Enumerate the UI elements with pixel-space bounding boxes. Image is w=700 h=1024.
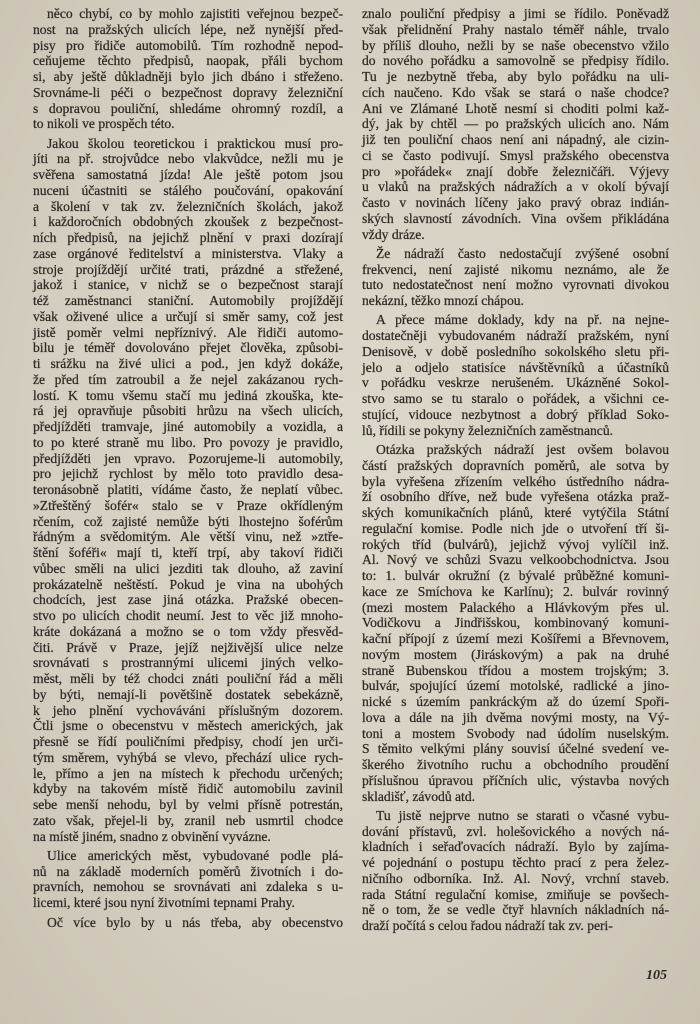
text-line: stující, vidouce nezbytnost a dobrý příklad Soko-: [362, 406, 669, 422]
text-line: ních předpisů, na jejichž plnění v praxi dozírají: [33, 230, 343, 246]
text-line: i každoročních obdobných zkoušek z bezpečnost-: [33, 214, 343, 230]
text-line: předjížděti jen vpravo. Pozorujeme-li automobily,: [33, 450, 343, 466]
text-line: že před tím zatroubil a že nejel zakázanou rych-: [33, 371, 343, 387]
text-line: draží počítá s celou řadou nádraží tak zv. peri-: [362, 918, 613, 934]
text-line: řádným a svědomitým. Ale větší vinu, než »ztře-: [33, 529, 343, 545]
text-line: dý, jak by chtěl — po pražských ulicích ano. Nám: [362, 116, 669, 132]
paragraph: [362, 246, 669, 309]
text-line: stvo po ulicích chodit neumí. Jest to věc již mnoho-: [33, 608, 343, 624]
page-number: 105: [646, 968, 667, 983]
text-line: ničního odborníka. Inž. Al. Nový, vrchní staveb.: [362, 870, 669, 886]
text-line: k jeho plnění vychováváni příslušným dozorem.: [33, 702, 343, 718]
text-line: vždy dráze.: [362, 226, 425, 242]
text-line: měst, měli by též chodci znáti pouliční řád a měli: [33, 671, 343, 687]
text-line: částí pražských dopravních poměrů, ale sotva by: [362, 457, 669, 473]
text-line: to nikoli ve prospěch této.: [33, 116, 175, 132]
text-line: rada Státní regulační komise, zmiňuje se povšech-: [362, 886, 669, 902]
text-line: též zaměstnanci staniční. Automobily projíždějí: [33, 293, 343, 309]
text-line: ti srážku na živé ulici a pod., jen když dokáže,: [33, 356, 343, 372]
text-line: pravních, nemohou se srovnávati ani zdaleka s u-: [33, 879, 343, 895]
text-line: jistě poměr velmi nepříznivý. Ale řidiči automo-: [33, 324, 343, 340]
text-line: Ulice amerických měst, vybudované podle plá-: [47, 847, 343, 863]
text-line: dování přístavů, zvl. holešovického a nových ná-: [362, 823, 669, 839]
text-line: Al. Nový ve schůzi Svazu velkoobchodnictva. Jsou: [362, 552, 669, 568]
text-line: ci se často podivují. Smysl pražského obecenstva: [362, 147, 669, 163]
text-line: Oč více bylo by u nás třeba, aby obecenstvo: [47, 914, 343, 930]
text-line: rá jej opravňuje působiti hrůzu na všech ulicích,: [33, 403, 343, 419]
text-line: jelo a odjelo statisíce návštěvníků a účastníků: [362, 359, 669, 375]
text-line: příslušnou úpravou příčních ulic, výstavba nových: [362, 772, 669, 788]
text-line: toni a mostem Svobody nad údolím nuselským.: [362, 725, 669, 741]
text-line: pro »pořádek« znají dobře železničáři. Výjevy: [362, 163, 669, 179]
text-line: na místě jiném, snadno z obvinění vyvázne.: [33, 828, 271, 844]
text-line: však oživené ulice a určují si směr samy, což jest: [33, 308, 343, 324]
text-line: svěřena samostatná jízda! Ale ještě potom jsou: [33, 167, 343, 183]
text-line: u vlaků na pražských nádražích a v okolí bývají: [362, 179, 669, 195]
text-line: Otázka pražských nádraží jest ovšem bolavou: [376, 442, 669, 458]
paragraph: [33, 136, 343, 845]
text-line: do nového pořádku a samovolně se předpisy řídilo.: [362, 53, 669, 69]
text-line: rčením, což zajisté nemůže býti lhostejno šoférům: [33, 513, 343, 529]
left-column: [33, 6, 343, 934]
text-line: Denisově, v době posledního sokolského sletu při-: [362, 343, 669, 359]
text-line: Jakou školou teoretickou i praktickou musí pro-: [47, 135, 343, 151]
text-line: štění šoféři« mají ti, kteří trpí, aby takoví řidiči: [33, 545, 343, 561]
text-line: frekvenci, není zajisté nikomu neznámo, ale že: [362, 261, 669, 277]
text-line: jakož i stanice, v nichž se o bezpečnost starají: [33, 277, 343, 293]
text-line: licemi, které jsou nyní životními tepnami Prahy.: [33, 895, 295, 911]
text-line: si, aby ještě důkladněji bylo jich dbáno i střeženo.: [33, 69, 343, 84]
text-line: by býti, nemají-li povětšině dostatek sebekázně,: [33, 686, 343, 702]
right-column: [362, 6, 669, 937]
text-line: kace ze Smíchova ke Karlínu); 2. bulvár rovinný: [362, 583, 669, 599]
text-line: prokázatelně neštěstí. Pokud je vina na ubohých: [33, 576, 343, 592]
text-line: znalo pouliční předpisy a jimi se řídilo. Poněvadž: [362, 6, 669, 21]
text-line: ně o tom, že se vedle čtyř hlavních nákladních ná-: [362, 902, 669, 918]
text-line: lostí. K tomu všemu stačí mu jediná zkouška, kte-: [33, 387, 343, 403]
text-line: teronásobně platiti, vídáme často, že neplatí vůbec.: [33, 482, 343, 498]
text-line: tuto nedostatečnost není možno vyrovnati divokou: [362, 277, 669, 293]
text-line: přesně se řídí pouličními předpisy, chodí jen urči-: [33, 734, 343, 750]
text-line: s dopravou pouliční, shledáme ohromný rozdíl, a: [33, 100, 343, 116]
text-line: by příliš dlouho, nežli by se naše obecenstvo vžilo: [362, 37, 669, 53]
text-line: nické s územím pankráckým až do území Spoři-: [362, 694, 669, 710]
text-line: škerého životního ruchu a obchodního proudění: [362, 757, 669, 773]
text-line: tým směrem, vyhýbá se vlevo, přechází ulice rych-: [33, 749, 343, 765]
text-line: kační přípojí z území mezi Košířemi a Břevnovem,: [362, 631, 669, 647]
text-line: sebe menší nehodu, byl by velmi přísně potrestán,: [33, 797, 343, 813]
text-line: S těmito velkými plány souvisí účelné svedení ve-: [362, 741, 669, 757]
paragraph: [33, 915, 343, 931]
text-line: skladišť, závodů atd.: [362, 788, 476, 804]
text-line: »Ztřeštěný šofér« stalo se v Praze okřídleným: [33, 497, 343, 513]
text-line: straně Bubenskou třídou a mostem trojským; 3.: [362, 662, 669, 678]
text-line: chodcích, jest zase jiná otázka. Pražské obecen-: [33, 592, 343, 608]
text-line: to po které straně mu libo. Pro povozy je pravidlo,: [33, 434, 343, 450]
text-line: (mezi mostem Palackého a Hlávkovým přes ul.: [362, 599, 669, 615]
text-line: regulační komise. Podle nich jde o utvoření tří ši-: [362, 520, 669, 536]
text-line: zato však, přejel-li by, zranil neb usmrtil chodce: [33, 812, 343, 828]
text-line: něco chybí, co by mohlo zajistiti veřejnou bezpeč-: [47, 6, 343, 21]
text-line: lova a dále na jih dvěma novými mosty, na Vý-: [362, 709, 669, 725]
paragraph: [362, 6, 669, 242]
text-line: zase orgánové ředitelství a ministerstva. Vlaky a: [33, 245, 343, 261]
paragraph: [362, 808, 669, 934]
text-line: v pořádku veskrze nerušeném. Ukázněné Sokol-: [362, 375, 669, 391]
paragraph: [33, 848, 343, 911]
text-line: ských komunikačních plánů, které vytýčila Státní: [362, 505, 669, 521]
text-line: vůbec směli na ulici jezditi tak dlouho, až zaviní: [33, 560, 343, 576]
text-line: lů, řídili se pokyny železničních zaměstnanců.: [362, 422, 614, 438]
text-line: nost na pražských ulicích lépe, než nynější před-: [33, 21, 343, 37]
text-line: nekázní, těžko mnozí chápou.: [362, 293, 524, 309]
text-line: to: 1. bulvár okružní (z bývalé průběžné komuni-: [362, 568, 669, 584]
text-line: kdyby na takovém místě řidič automobilu zavinil: [33, 781, 343, 797]
text-line: pisy pro řidiče automobilů. Tím rozhodně nepod-: [33, 37, 343, 53]
text-line: bulvár, spojující území motolské, radlické a jino-: [362, 678, 669, 694]
text-line: le, přímo a jen na místech k přechodu určených;: [33, 765, 343, 781]
text-line: ží osobního dříve, než bude vyřešena otázka praž-: [362, 489, 669, 505]
text-line: a školení v tak zv. železničních školách, jakož: [33, 198, 343, 214]
text-line: Vodičkovu a Jindřišskou, kombinovaný komuni-: [362, 615, 669, 631]
text-line: byla vyřešena zřízením velkého ústředního nádra-: [362, 473, 669, 489]
paragraph: [362, 442, 669, 804]
text-line: často v novinách líčeny jako pravý obraz indián-: [362, 195, 669, 210]
text-line: Ani ve Zlámané Lhotě nesmí si choditi polmi kaž-: [362, 100, 669, 116]
text-line: Tu je nezbytně třeba, aby bylo pořádku na uli-: [362, 69, 669, 84]
text-line: bilu je téměř dovolováno přejet člověka, způsobi-: [33, 340, 343, 356]
text-line: čiti. Právě v Praze, jejíž nejživější ulice nelze: [33, 639, 343, 655]
text-line: Tu jistě nejprve nutno se starati o včasné vybu-: [376, 807, 669, 823]
text-line: pro jejichž rychlost by mělo toto pravidlo desa-: [33, 466, 343, 482]
text-line: nuceni účastniti se stálého poučování, opakování: [33, 182, 343, 198]
text-line: dostatečněji vybudovaném nádraží pražském, nyní: [362, 328, 669, 344]
text-line: ských slavností závodních. Vina ovšem přikládána: [362, 210, 669, 226]
text-line: cích naučeno. Kdo však se stará o naše chodce?: [362, 84, 669, 100]
paragraph: [362, 312, 669, 438]
text-line: již ten pouliční chaos není ani nápadný, ale cizin-: [362, 132, 669, 147]
paragraph: [33, 6, 343, 132]
text-line: rokých tříd (bulvárů), jejichž vývoj vylíčil inž.: [362, 536, 669, 552]
text-line: vé pojednání o postupu těchto prací z pera želez-: [362, 855, 669, 871]
text-line: stroje projíždějí určité trati, prázdné a střežené,: [33, 261, 343, 277]
text-line: stvo samo se tu staralo o pořádek, a všichni ce-: [362, 391, 669, 407]
text-line: jíti na př. strojvůdce nebo vlakvůdce, nežli mu je: [33, 151, 343, 167]
text-line: novým mostem (Jiráskovým) a pak na druhé: [362, 646, 669, 662]
text-line: nů na základě moderních poměrů životních i do-: [33, 863, 343, 879]
text-line: předjížděti tramvaje, jiné automobily a vozidla, a: [33, 419, 343, 435]
text-line: srovnávati s prostrannými ulicemi jiných velko-: [33, 655, 343, 671]
text-line: A přece máme doklady, kdy na př. na nejne-: [376, 312, 669, 328]
text-line: kladních i seřaďovacích nádraží. Bylo by zajíma-: [362, 839, 669, 855]
text-line: kráte dokázaná a možno se o tom vždy přesvěd-: [33, 623, 343, 639]
text-line: však přelidnění Prahy nastalo téměř náhle, trvalo: [362, 21, 669, 37]
text-line: ceňujeme těchto předpisů, naopak, přáli bychom: [33, 53, 343, 69]
text-line: Srovnáme-li péči o bezpečnost dopravy železniční: [33, 84, 343, 100]
text-line: Čtli jsme o obecenstvu v městech amerických, jak: [33, 718, 343, 734]
text-line: Že nádraží často nedostačují zvýšené osobní: [376, 245, 669, 261]
